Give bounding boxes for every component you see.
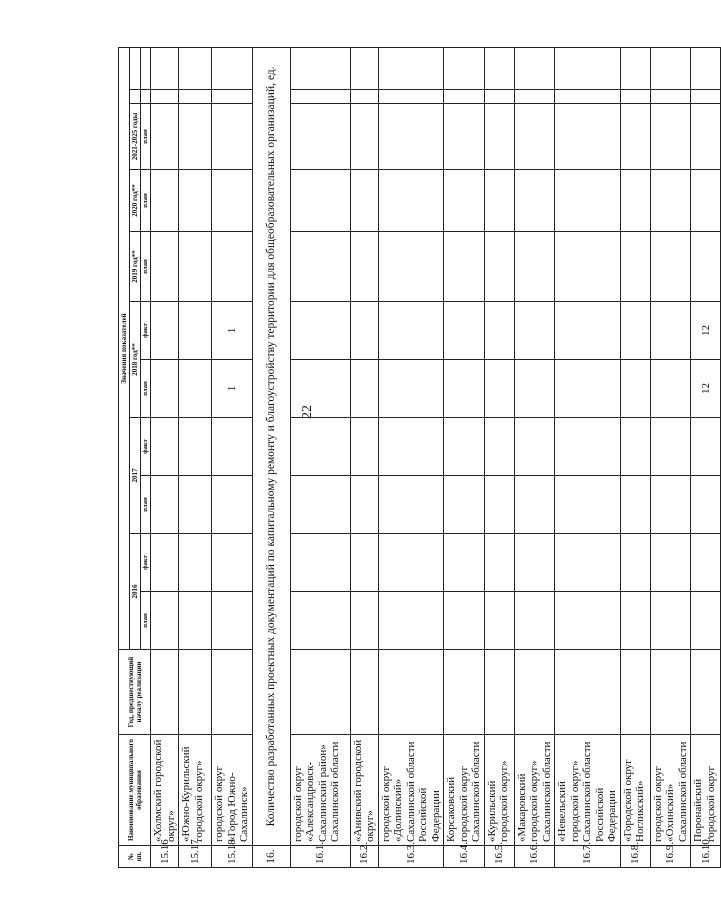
row-num: 16.7. <box>555 846 621 868</box>
header-year-2021-2025: 2021-2025 годы <box>130 104 141 170</box>
row-2018-plan <box>179 360 212 418</box>
row-2018-fact: 12 <box>691 302 721 360</box>
row-2018-plan <box>650 360 691 418</box>
row-name: городской округ «Город Южно-Сахалинск» <box>212 735 253 846</box>
row-name: городской округ «Александровск-Сахалинский район» Сахалинской области <box>290 735 350 846</box>
row-name: городской округ «Охинский» Сахалинской области <box>650 735 691 846</box>
table-row <box>212 47 253 867</box>
header-year-2019: 2019 год** <box>130 232 141 302</box>
row-2018-fact <box>484 302 514 360</box>
table-row <box>151 47 179 867</box>
row-num: 15.16 <box>151 846 179 868</box>
table-row <box>290 47 350 867</box>
table-row <box>650 47 691 867</box>
row-num: 16.8. <box>620 846 650 868</box>
header-extra-blank <box>130 47 141 89</box>
indicator-table-rotated <box>118 48 717 868</box>
header-extra-blank <box>141 47 151 89</box>
row-2018-fact <box>378 302 444 360</box>
row-2018-plan <box>620 360 650 418</box>
row-2018-plan <box>444 360 485 418</box>
header-values-group: Значения показателей <box>119 47 130 649</box>
row-num: 16.3. <box>378 846 444 868</box>
header-plan: план <box>141 592 151 650</box>
section-num: 16. <box>252 846 290 868</box>
row-2018-plan <box>555 360 621 418</box>
header-plan: план <box>141 360 151 418</box>
table-row <box>514 47 555 867</box>
table-body <box>151 47 721 867</box>
row-2018-fact <box>620 302 650 360</box>
row-name: Корсаковский городской округ Сахалинской области <box>444 735 485 846</box>
table-row <box>555 47 621 867</box>
table-header <box>119 47 151 867</box>
row-2018-plan: 12 <box>691 360 721 418</box>
row-num: 16.1. <box>290 846 350 868</box>
row-2018-fact <box>555 302 621 360</box>
row-name: «Южно-Курильский городской округ» <box>179 735 212 846</box>
header-year-2020: 2020 год** <box>130 170 141 232</box>
header-plan: план <box>141 232 151 302</box>
header-fact: факт <box>141 418 151 476</box>
indicator-table <box>118 47 721 868</box>
header-num: № пп. <box>119 846 151 868</box>
row-name: «Холмский городской округ» <box>151 735 179 846</box>
row-num: 16.2. <box>350 846 378 868</box>
row-name: «Анивский городской округ» <box>350 735 378 846</box>
row-name: «Невельский городской округ» Сахалинской области Российской Федерации <box>555 735 621 846</box>
header-fact: факт <box>141 302 151 360</box>
row-2018-fact <box>650 302 691 360</box>
table-row <box>179 47 212 867</box>
header-fact: факт <box>141 534 151 592</box>
row-2018-fact <box>350 302 378 360</box>
table-row <box>484 47 514 867</box>
section-row <box>252 47 290 867</box>
row-2018-fact <box>179 302 212 360</box>
row-name: Поронайский городской округ <box>691 735 721 846</box>
row-2018-plan <box>350 360 378 418</box>
row-num: 15.17 <box>179 846 212 868</box>
table-row <box>378 47 444 867</box>
row-2018-plan <box>290 360 350 418</box>
row-2018-plan <box>378 360 444 418</box>
header-year-2018: 2018 год** <box>130 302 141 418</box>
row-num: 16.6. <box>514 846 555 868</box>
header-extra-blank <box>130 90 141 104</box>
row-num: 16.10. <box>691 846 721 868</box>
row-name: «Городской округ Ногликский» <box>620 735 650 846</box>
row-2018-fact: 1 <box>212 302 253 360</box>
header-plan: план <box>141 104 151 170</box>
row-num: 16.5. <box>484 846 514 868</box>
header-plan: план <box>141 476 151 534</box>
row-2018-fact <box>290 302 350 360</box>
header-year-2016: 2016 <box>130 534 141 650</box>
row-2018-plan <box>514 360 555 418</box>
header-year-2017: 2017 <box>130 418 141 534</box>
table-row <box>350 47 378 867</box>
row-2018-fact <box>444 302 485 360</box>
header-start-year: Год, предшествующий началу реализации <box>119 650 151 735</box>
row-2018-plan: 1 <box>212 360 253 418</box>
row-2018-plan <box>484 360 514 418</box>
page-number: 22 <box>300 405 315 419</box>
row-name: городской округ «Долинский» Сахалинской области Российской Федерации <box>378 735 444 846</box>
section-title: Количество разработанных проектных документаций по капитальному ремонту и благоустройству территории для общеобразовательных организаций, ед. <box>252 47 290 845</box>
row-name: «Макаровский городской округ» Сахалинской области <box>514 735 555 846</box>
row-name: «Курильский городской округ» <box>484 735 514 846</box>
header-name: Наименование муниципального образования <box>119 735 151 846</box>
row-num: 16.9. <box>650 846 691 868</box>
table-row <box>691 47 721 867</box>
table-row <box>444 47 485 867</box>
header-plan: план <box>141 170 151 232</box>
row-2018-plan <box>151 360 179 418</box>
header-extra-blank <box>141 90 151 104</box>
table-row <box>620 47 650 867</box>
row-2018-fact <box>151 302 179 360</box>
row-num: 15.18 <box>212 846 253 868</box>
row-2018-fact <box>514 302 555 360</box>
row-num: 16.4. <box>444 846 485 868</box>
